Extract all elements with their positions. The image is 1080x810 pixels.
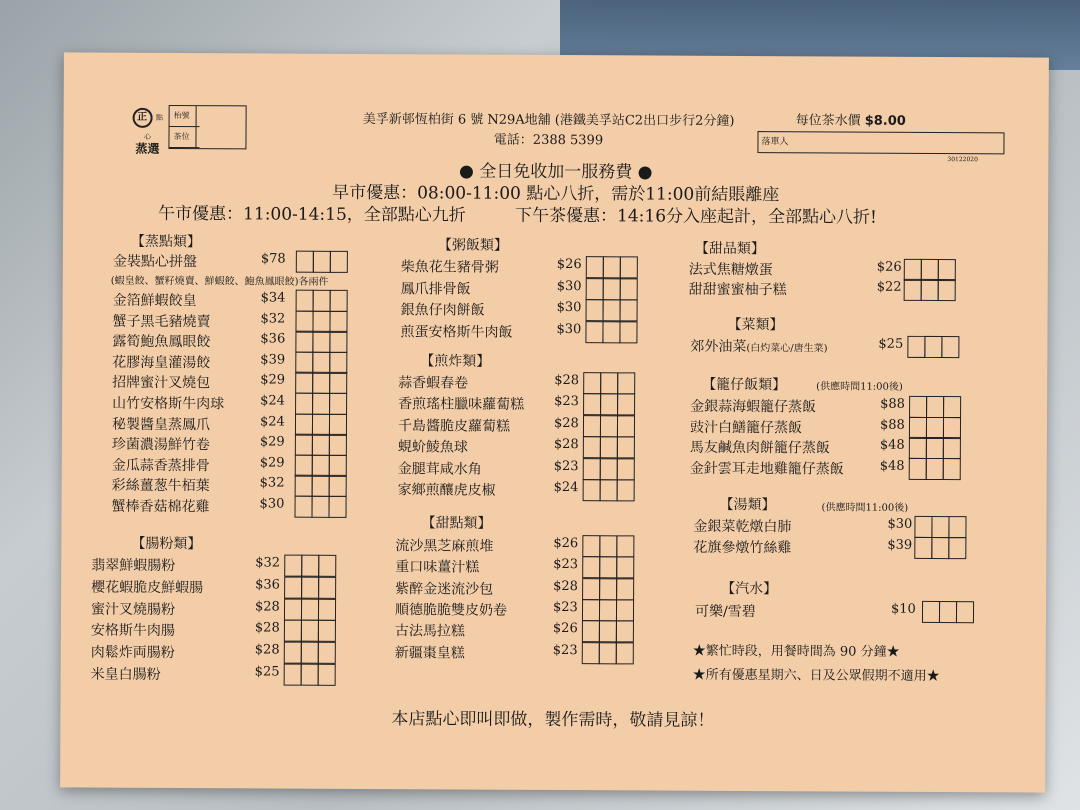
section-title-fried: 【煎炸類】 [420, 353, 491, 370]
table-number-label: 枱號 [170, 106, 200, 127]
form-code: 30122020 [947, 156, 978, 164]
quantity-boxes[interactable] [296, 372, 347, 394]
quantity-boxes[interactable] [296, 454, 347, 476]
menu-item [690, 396, 965, 416]
item-name: 法式焦糖燉蛋 [688, 261, 773, 279]
tea-charge [796, 109, 906, 129]
quantity-boxes[interactable] [285, 620, 336, 642]
item-name: 山竹安格斯牛肉球 [112, 395, 225, 413]
quantity-boxes[interactable] [586, 321, 637, 343]
item-price: $26 [553, 535, 579, 552]
tea-label: 每位茶水價 [795, 113, 861, 129]
item-price: $30 [887, 516, 913, 532]
item-price: $48 [879, 458, 905, 474]
item-price: $28 [254, 620, 280, 636]
menu-order-sheet [60, 52, 1049, 792]
quantity-boxes[interactable] [295, 496, 346, 518]
seat-count-label: 茶位 [169, 127, 199, 148]
quantity-boxes[interactable] [285, 664, 336, 686]
item-price: $23 [553, 458, 579, 474]
quantity-boxes[interactable] [910, 437, 961, 459]
item-price: $78 [260, 251, 286, 267]
quantity-boxes[interactable] [297, 290, 348, 312]
item-name: 金針雲耳走地雞籠仔蒸飯 [689, 460, 844, 478]
quantity-boxes[interactable] [297, 251, 348, 273]
quantity-boxes[interactable] [905, 259, 956, 281]
quantity-boxes[interactable] [583, 599, 634, 621]
section-title-claypot: 【籠仔飯類】 [702, 376, 787, 394]
menu-item [90, 598, 340, 618]
menu-item [398, 372, 639, 392]
item-name: 可樂/雪碧 [694, 603, 756, 621]
morning-discount: 早市優惠：08:00-11:00 點心八折，需於11:00前結賬離座 [332, 182, 780, 206]
item-price: $23 [553, 557, 579, 573]
item-price: $88 [879, 417, 905, 433]
item-name: 蟹子黑毛豬燒賣 [112, 313, 211, 330]
phone: 電話：2388 5399 [493, 132, 604, 149]
item-name: 銀魚仔肉餅飯 [400, 302, 485, 319]
menu-item [395, 535, 638, 555]
restaurant-logo [130, 108, 164, 157]
quantity-boxes[interactable] [584, 458, 635, 480]
quantity-boxes[interactable] [583, 642, 634, 664]
item-price: $28 [553, 415, 579, 431]
item-price: $29 [259, 434, 285, 450]
quantity-boxes[interactable] [296, 413, 347, 435]
quantity-boxes[interactable] [285, 598, 336, 620]
item-price: $36 [260, 331, 286, 347]
quantity-boxes[interactable] [296, 434, 347, 456]
item-name: 甜甜蜜蜜柚子糕 [688, 281, 787, 299]
menu-item [694, 601, 978, 621]
quantity-boxes[interactable] [584, 415, 635, 437]
menu-item [397, 436, 639, 456]
quantity-boxes[interactable] [584, 394, 635, 416]
item-name: 蜜汁叉燒腸粉 [90, 601, 176, 618]
quantity-boxes[interactable] [583, 620, 634, 642]
item-name: 翡翠鮮蝦腸粉 [91, 557, 176, 575]
item-name: 古法馬拉糕 [394, 623, 465, 640]
menu-item [689, 416, 965, 436]
item-price: $28 [553, 578, 579, 594]
quantity-boxes[interactable] [915, 536, 966, 558]
menu-item [400, 321, 642, 341]
section-title-congee: 【粥飯類】 [437, 237, 508, 254]
item-price: $88 [880, 396, 905, 412]
menu-item [111, 496, 351, 516]
menu-item [397, 415, 639, 435]
quantity-boxes[interactable] [296, 351, 347, 373]
section-title-soup: 【湯類】 [719, 496, 776, 514]
holiday-notice: ★所有優惠星期六、日及公眾假期不適用★ [692, 667, 940, 685]
menu-item [688, 259, 960, 279]
item-name: 蟹棒香菇棉花雞 [111, 498, 210, 516]
order-placer-field[interactable] [757, 131, 1004, 154]
item-price: $10 [890, 601, 916, 617]
item-name: 柴魚花生豬骨粥 [400, 259, 499, 276]
item-price: $26 [876, 259, 902, 275]
item-name: 香煎瑤柱臘味蘿蔔糕 [398, 396, 525, 414]
menu-item [398, 394, 639, 414]
item-name: 花膠海皇灌湯餃 [112, 354, 211, 371]
menu-item [111, 434, 351, 454]
menu-item [400, 278, 642, 298]
item-price: $23 [552, 642, 578, 658]
item-price: $23 [552, 599, 578, 616]
item-name: 千島醬脆皮蘿蔔糕 [397, 417, 511, 435]
item-price: $36 [255, 577, 281, 593]
menu-item [112, 372, 351, 392]
busy-hour-notice: ★繁忙時段，用餐時間為 90 分鐘★ [692, 643, 900, 660]
menu-item [90, 642, 340, 662]
menu-item [111, 454, 351, 474]
menu-item [397, 458, 639, 478]
quantity-boxes[interactable] [584, 479, 635, 501]
soup-hours: (供應時間11:00後) [821, 502, 909, 514]
quantity-boxes[interactable] [910, 457, 961, 479]
quantity-boxes[interactable] [915, 516, 966, 538]
item-name: 家鄉煎釀虎皮椒 [397, 482, 496, 499]
quantity-boxes[interactable] [905, 279, 956, 301]
item-name: 彩絲薑葱牛栢葉 [111, 478, 210, 495]
menu-item-combo [112, 251, 353, 271]
section-title-sweet-dim-sum: 【甜點類】 [421, 515, 492, 532]
item-price: $22 [876, 279, 902, 295]
item-name: 肉鬆炸両腸粉 [90, 644, 175, 662]
item-name: 花旗參燉竹絲雞 [693, 539, 792, 556]
quantity-boxes[interactable] [910, 396, 961, 418]
quantity-boxes[interactable] [296, 475, 347, 497]
table-seat-box[interactable] [168, 105, 246, 149]
item-price: $32 [260, 311, 286, 327]
item-name: 重口味薑汁糕 [395, 559, 480, 576]
item-price: $32 [259, 475, 285, 491]
menu-item [400, 299, 642, 319]
item-price: $28 [254, 599, 280, 615]
item-name: 流沙黑芝麻煎堆 [395, 538, 494, 555]
item-name: 蒜香蝦春卷 [398, 375, 469, 392]
item-name: 鳳爪排骨飯 [400, 280, 471, 298]
item-price: $25 [878, 336, 904, 352]
order-placer-label: 落單人 [761, 137, 789, 148]
quantity-boxes[interactable] [583, 556, 634, 578]
menu-item [111, 413, 351, 433]
menu-item [395, 556, 638, 576]
item-name: 金箔鮮蝦餃皇 [112, 292, 197, 310]
quantity-boxes[interactable] [285, 576, 336, 598]
menu-item [688, 279, 960, 299]
afternoon-discount: 下午茶優惠：14:16分入座起計，全部點心八折! [515, 205, 877, 228]
menu-item [90, 620, 340, 640]
section-title-vegetable: 【菜類】 [727, 316, 784, 334]
logo-small-text: 點心 [143, 113, 164, 141]
item-price: $24 [259, 414, 285, 430]
item-price: $32 [255, 555, 281, 571]
quantity-boxes[interactable] [583, 535, 634, 557]
item-price: $26 [552, 621, 578, 637]
item-name: 郊外油菜(白灼菜心/唐生菜) [690, 338, 828, 356]
item-price: $28 [553, 437, 579, 453]
item-price: $39 [260, 352, 286, 368]
item-name: 金瓜蒜香蒸排骨 [111, 457, 210, 474]
item-name: 煎蛋安格斯牛肉飯 [400, 323, 513, 341]
section-title-rice-roll: 【腸粉類】 [131, 535, 202, 553]
item-name: 安格斯牛肉腸 [90, 622, 175, 640]
menu-item [394, 599, 638, 619]
quantity-boxes[interactable] [296, 393, 347, 415]
section-title-dessert: 【甜品類】 [694, 240, 765, 258]
combo-note: (蝦皇餃、蟹籽燒賣、鮮蝦餃、鮑魚鳳眼餃)各兩件 [110, 275, 329, 288]
menu-item [112, 290, 352, 310]
quantity-boxes[interactable] [583, 578, 634, 600]
item-name: 米皇白腸粉 [90, 666, 161, 683]
menu-item [689, 437, 965, 457]
quantity-boxes[interactable] [296, 310, 347, 332]
quantity-boxes[interactable] [296, 331, 347, 353]
item-price: $29 [259, 455, 285, 471]
quantity-boxes[interactable] [587, 256, 638, 278]
menu-item [112, 351, 351, 371]
no-service-charge-banner: ● 全日免收加一服務費 ● [459, 161, 653, 183]
quantity-boxes[interactable] [587, 278, 638, 300]
address: 美孚新邨恆柏街 6 號 N29A地舖 (港鐵美孚站C2出口步行2分鐘) [362, 111, 735, 129]
item-price: $39 [887, 537, 913, 553]
item-price: $30 [556, 300, 582, 316]
item-name: 金銀蒜海蝦籠仔蒸飯 [690, 398, 817, 416]
item-price: $23 [554, 394, 579, 410]
tea-price: $8.00 [864, 113, 906, 129]
quantity-boxes[interactable] [584, 436, 635, 458]
item-price: $24 [260, 393, 285, 409]
quantity-boxes[interactable] [908, 336, 959, 358]
menu-item [111, 475, 351, 495]
item-price: $28 [554, 372, 580, 389]
footer-notice: 本店點心即叫即做，製作需時，敬請見諒！ [391, 709, 715, 731]
item-name: 櫻花蝦脆皮鮮蝦腸 [91, 579, 204, 596]
item-price: $30 [556, 278, 582, 294]
item-price: $34 [260, 290, 286, 306]
menu-item-vegetable [690, 336, 960, 356]
item-price: $24 [553, 479, 579, 496]
item-name: 招牌蜜汁叉燒包 [112, 375, 211, 392]
menu-item [395, 578, 638, 598]
quantity-boxes[interactable] [910, 416, 961, 438]
section-title-soda: 【汽水】 [721, 580, 778, 598]
menu-item [91, 576, 340, 596]
menu-item [400, 256, 642, 276]
quantity-boxes[interactable] [285, 642, 336, 664]
menu-item [394, 642, 638, 662]
item-name: 豉汁白鱔籠仔蒸飯 [689, 419, 803, 436]
menu-item [693, 516, 971, 536]
menu-item [112, 393, 351, 413]
noon-discount: 午市優惠：11:00-14:15，全部點心九折 [158, 203, 466, 226]
item-name: 金腿茸咸水角 [397, 460, 482, 478]
section-title-steamed: 【蒸點類】 [130, 233, 201, 251]
quantity-boxes[interactable] [584, 372, 635, 394]
quantity-boxes[interactable] [587, 299, 638, 321]
quantity-boxes[interactable] [285, 555, 336, 577]
menu-item [689, 457, 965, 478]
quantity-boxes[interactable] [923, 601, 974, 623]
claypot-hours: (供應時間11:00後) [816, 381, 903, 393]
item-name: 露筍鮑魚鳳眼餃 [112, 333, 211, 351]
item-name: 金裝點心拼盤 [112, 253, 197, 271]
item-name: 新疆棗皇糕 [394, 644, 465, 662]
menu-item [112, 310, 352, 330]
logo-text: 蒸選 [135, 142, 160, 157]
item-name: 紫醉金迷流沙包 [395, 580, 494, 598]
logo-mark: 正 [132, 108, 152, 128]
item-price: $28 [254, 642, 280, 658]
item-price: $48 [879, 437, 905, 453]
menu-item [90, 664, 340, 683]
menu-item [397, 479, 639, 499]
address-block [333, 110, 763, 152]
item-price: $30 [259, 496, 285, 512]
item-name: 金銀菜乾燉白肺 [693, 518, 792, 536]
item-name: 馬友鹹魚肉餅籠仔蒸飯 [689, 439, 830, 457]
item-name: 秘製醬皇蒸鳳爪 [111, 416, 211, 433]
menu-item [91, 555, 340, 575]
item-name: 珍菌濃湯鮮竹卷 [111, 436, 210, 454]
menu-item [394, 620, 638, 640]
item-price: $30 [556, 321, 582, 337]
item-price: $26 [556, 257, 582, 273]
item-price: $29 [260, 372, 286, 388]
item-name: 蜆蚧鯪魚球 [397, 439, 468, 456]
item-name: 順德脆脆雙皮奶卷 [394, 602, 508, 619]
menu-item [693, 536, 970, 556]
menu-item [112, 331, 351, 351]
item-price: $25 [254, 664, 280, 680]
